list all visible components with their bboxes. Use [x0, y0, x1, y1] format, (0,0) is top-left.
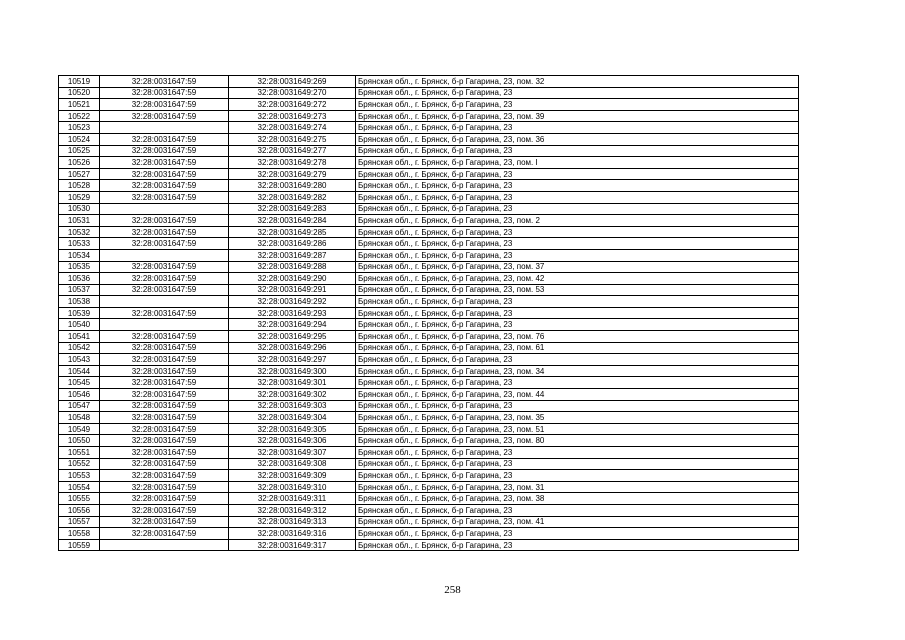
land-cadastral-number-cell: 32:28:0031647:59 [100, 412, 229, 424]
land-cadastral-number-cell: 32:28:0031647:59 [100, 389, 229, 401]
table-row [59, 389, 799, 401]
row-number-cell: 10520 [59, 87, 100, 99]
land-cadastral-number-cell: 32:28:0031647:59 [100, 377, 229, 389]
table-row [59, 365, 799, 377]
table-row [59, 215, 799, 227]
object-cadastral-number-cell: 32:28:0031649:303 [229, 400, 356, 412]
row-number-cell: 10536 [59, 273, 100, 285]
land-cadastral-number-cell: 32:28:0031647:59 [100, 470, 229, 482]
object-cadastral-number-cell: 32:28:0031649:277 [229, 145, 356, 157]
object-cadastral-number-cell: 32:28:0031649:274 [229, 122, 356, 134]
land-cadastral-number-cell: 32:28:0031647:59 [100, 76, 229, 88]
land-cadastral-number-cell: 32:28:0031647:59 [100, 528, 229, 540]
property-table [58, 75, 799, 551]
object-cadastral-number-cell: 32:28:0031649:309 [229, 470, 356, 482]
table-row [59, 296, 799, 308]
address-cell: Брянская обл., г. Брянск, б-р Гагарина, 23 [356, 249, 799, 261]
object-cadastral-number-cell: 32:28:0031649:286 [229, 238, 356, 250]
address-cell: Брянская обл., г. Брянск, б-р Гагарина, 23, пом. 53 [356, 284, 799, 296]
address-cell: Брянская обл., г. Брянск, б-р Гагарина, 23 [356, 307, 799, 319]
address-cell: Брянская обл., г. Брянск, б-р Гагарина, 23 [356, 99, 799, 111]
table-row [59, 168, 799, 180]
row-number-cell: 10525 [59, 145, 100, 157]
address-cell: Брянская обл., г. Брянск, б-р Гагарина, 23 [356, 458, 799, 470]
object-cadastral-number-cell: 32:28:0031649:316 [229, 528, 356, 540]
row-number-cell: 10558 [59, 528, 100, 540]
object-cadastral-number-cell: 32:28:0031649:293 [229, 307, 356, 319]
row-number-cell: 10544 [59, 365, 100, 377]
address-cell: Брянская обл., г. Брянск, б-р Гагарина, 23, пом. 42 [356, 273, 799, 285]
table-row [59, 238, 799, 250]
object-cadastral-number-cell: 32:28:0031649:295 [229, 331, 356, 343]
land-cadastral-number-cell [100, 319, 229, 331]
table-row [59, 76, 799, 88]
table-row [59, 249, 799, 261]
land-cadastral-number-cell [100, 249, 229, 261]
row-number-cell: 10554 [59, 481, 100, 493]
table-row [59, 539, 799, 551]
land-cadastral-number-cell [100, 203, 229, 215]
land-cadastral-number-cell: 32:28:0031647:59 [100, 191, 229, 203]
land-cadastral-number-cell: 32:28:0031647:59 [100, 133, 229, 145]
row-number-cell: 10552 [59, 458, 100, 470]
address-cell: Брянская обл., г. Брянск, б-р Гагарина, 23 [356, 180, 799, 192]
table-row [59, 331, 799, 343]
object-cadastral-number-cell: 32:28:0031649:294 [229, 319, 356, 331]
table-row [59, 481, 799, 493]
row-number-cell: 10538 [59, 296, 100, 308]
table-row [59, 203, 799, 215]
address-cell: Брянская обл., г. Брянск, б-р Гагарина, 23, пом. 51 [356, 423, 799, 435]
object-cadastral-number-cell: 32:28:0031649:272 [229, 99, 356, 111]
address-cell: Брянская обл., г. Брянск, б-р Гагарина, 23, пом. 37 [356, 261, 799, 273]
address-cell: Брянская обл., г. Брянск, б-р Гагарина, 23 [356, 191, 799, 203]
table-row [59, 447, 799, 459]
row-number-cell: 10529 [59, 191, 100, 203]
object-cadastral-number-cell: 32:28:0031649:287 [229, 249, 356, 261]
table-row [59, 226, 799, 238]
table-row [59, 504, 799, 516]
table-row [59, 528, 799, 540]
row-number-cell: 10543 [59, 354, 100, 366]
table-row [59, 435, 799, 447]
address-cell: Брянская обл., г. Брянск, б-р Гагарина, 23 [356, 226, 799, 238]
row-number-cell: 10533 [59, 238, 100, 250]
land-cadastral-number-cell: 32:28:0031647:59 [100, 168, 229, 180]
address-cell: Брянская обл., г. Брянск, б-р Гагарина, 23 [356, 319, 799, 331]
table-row [59, 99, 799, 111]
row-number-cell: 10556 [59, 504, 100, 516]
row-number-cell: 10530 [59, 203, 100, 215]
row-number-cell: 10546 [59, 389, 100, 401]
land-cadastral-number-cell: 32:28:0031647:59 [100, 261, 229, 273]
row-number-cell: 10528 [59, 180, 100, 192]
table-row [59, 145, 799, 157]
address-cell: Брянская обл., г. Брянск, б-р Гагарина, 23, пом. 36 [356, 133, 799, 145]
address-cell: Брянская обл., г. Брянск, б-р Гагарина, 23 [356, 122, 799, 134]
land-cadastral-number-cell: 32:28:0031647:59 [100, 447, 229, 459]
row-number-cell: 10555 [59, 493, 100, 505]
row-number-cell: 10550 [59, 435, 100, 447]
land-cadastral-number-cell: 32:28:0031647:59 [100, 435, 229, 447]
row-number-cell: 10559 [59, 539, 100, 551]
table-row [59, 133, 799, 145]
land-cadastral-number-cell: 32:28:0031647:59 [100, 87, 229, 99]
address-cell: Брянская обл., г. Брянск, б-р Гагарина, 23, пом. I [356, 157, 799, 169]
object-cadastral-number-cell: 32:28:0031649:312 [229, 504, 356, 516]
object-cadastral-number-cell: 32:28:0031649:279 [229, 168, 356, 180]
table-row [59, 470, 799, 482]
land-cadastral-number-cell: 32:28:0031647:59 [100, 307, 229, 319]
land-cadastral-number-cell [100, 539, 229, 551]
object-cadastral-number-cell: 32:28:0031649:304 [229, 412, 356, 424]
table-row [59, 400, 799, 412]
row-number-cell: 10548 [59, 412, 100, 424]
table-row [59, 87, 799, 99]
address-cell: Брянская обл., г. Брянск, б-р Гагарина, 23, пом. 32 [356, 76, 799, 88]
address-cell: Брянская обл., г. Брянск, б-р Гагарина, 23 [356, 447, 799, 459]
land-cadastral-number-cell [100, 296, 229, 308]
object-cadastral-number-cell: 32:28:0031649:284 [229, 215, 356, 227]
row-number-cell: 10545 [59, 377, 100, 389]
table-row [59, 180, 799, 192]
address-cell: Брянская обл., г. Брянск, б-р Гагарина, 23, пом. 38 [356, 493, 799, 505]
row-number-cell: 10531 [59, 215, 100, 227]
table-row [59, 377, 799, 389]
address-cell: Брянская обл., г. Брянск, б-р Гагарина, 23 [356, 377, 799, 389]
object-cadastral-number-cell: 32:28:0031649:290 [229, 273, 356, 285]
object-cadastral-number-cell: 32:28:0031649:282 [229, 191, 356, 203]
land-cadastral-number-cell: 32:28:0031647:59 [100, 354, 229, 366]
object-cadastral-number-cell: 32:28:0031649:311 [229, 493, 356, 505]
object-cadastral-number-cell: 32:28:0031649:269 [229, 76, 356, 88]
row-number-cell: 10542 [59, 342, 100, 354]
address-cell: Брянская обл., г. Брянск, б-р Гагарина, 23, пом. 35 [356, 412, 799, 424]
land-cadastral-number-cell: 32:28:0031647:59 [100, 365, 229, 377]
address-cell: Брянская обл., г. Брянск, б-р Гагарина, 23, пом. 44 [356, 389, 799, 401]
land-cadastral-number-cell: 32:28:0031647:59 [100, 458, 229, 470]
address-cell: Брянская обл., г. Брянск, б-р Гагарина, 23 [356, 504, 799, 516]
land-cadastral-number-cell: 32:28:0031647:59 [100, 331, 229, 343]
object-cadastral-number-cell: 32:28:0031649:300 [229, 365, 356, 377]
object-cadastral-number-cell: 32:28:0031649:275 [229, 133, 356, 145]
row-number-cell: 10526 [59, 157, 100, 169]
address-cell: Брянская обл., г. Брянск, б-р Гагарина, 23, пом. 76 [356, 331, 799, 343]
land-cadastral-number-cell: 32:28:0031647:59 [100, 215, 229, 227]
table-row [59, 423, 799, 435]
object-cadastral-number-cell: 32:28:0031649:297 [229, 354, 356, 366]
address-cell: Брянская обл., г. Брянск, б-р Гагарина, 23, пом. 61 [356, 342, 799, 354]
table-row [59, 516, 799, 528]
table-row [59, 319, 799, 331]
land-cadastral-number-cell: 32:28:0031647:59 [100, 481, 229, 493]
land-cadastral-number-cell: 32:28:0031647:59 [100, 238, 229, 250]
address-cell: Брянская обл., г. Брянск, б-р Гагарина, 23 [356, 238, 799, 250]
address-cell: Брянская обл., г. Брянск, б-р Гагарина, 23 [356, 354, 799, 366]
table-row [59, 157, 799, 169]
row-number-cell: 10523 [59, 122, 100, 134]
table-row [59, 284, 799, 296]
address-cell: Брянская обл., г. Брянск, б-р Гагарина, 23 [356, 145, 799, 157]
row-number-cell: 10557 [59, 516, 100, 528]
row-number-cell: 10524 [59, 133, 100, 145]
address-cell: Брянская обл., г. Брянск, б-р Гагарина, 23, пом. 39 [356, 110, 799, 122]
object-cadastral-number-cell: 32:28:0031649:310 [229, 481, 356, 493]
object-cadastral-number-cell: 32:28:0031649:273 [229, 110, 356, 122]
land-cadastral-number-cell: 32:28:0031647:59 [100, 504, 229, 516]
address-cell: Брянская обл., г. Брянск, б-р Гагарина, 23 [356, 470, 799, 482]
table-row [59, 122, 799, 134]
address-cell: Брянская обл., г. Брянск, б-р Гагарина, 23 [356, 87, 799, 99]
page-number: 258 [444, 584, 461, 596]
row-number-cell: 10521 [59, 99, 100, 111]
row-number-cell: 10519 [59, 76, 100, 88]
object-cadastral-number-cell: 32:28:0031649:292 [229, 296, 356, 308]
address-cell: Брянская обл., г. Брянск, б-р Гагарина, 23, пом. 31 [356, 481, 799, 493]
object-cadastral-number-cell: 32:28:0031649:296 [229, 342, 356, 354]
object-cadastral-number-cell: 32:28:0031649:301 [229, 377, 356, 389]
address-cell: Брянская обл., г. Брянск, б-р Гагарина, 23 [356, 296, 799, 308]
table-row [59, 342, 799, 354]
land-cadastral-number-cell: 32:28:0031647:59 [100, 99, 229, 111]
object-cadastral-number-cell: 32:28:0031649:278 [229, 157, 356, 169]
land-cadastral-number-cell: 32:28:0031647:59 [100, 157, 229, 169]
land-cadastral-number-cell: 32:28:0031647:59 [100, 110, 229, 122]
land-cadastral-number-cell: 32:28:0031647:59 [100, 273, 229, 285]
table-row [59, 110, 799, 122]
table-row [59, 354, 799, 366]
land-cadastral-number-cell: 32:28:0031647:59 [100, 400, 229, 412]
object-cadastral-number-cell: 32:28:0031649:283 [229, 203, 356, 215]
object-cadastral-number-cell: 32:28:0031649:291 [229, 284, 356, 296]
row-number-cell: 10553 [59, 470, 100, 482]
row-number-cell: 10551 [59, 447, 100, 459]
table-row [59, 191, 799, 203]
land-cadastral-number-cell: 32:28:0031647:59 [100, 284, 229, 296]
address-cell: Брянская обл., г. Брянск, б-р Гагарина, 23, пом. 80 [356, 435, 799, 447]
land-cadastral-number-cell: 32:28:0031647:59 [100, 423, 229, 435]
row-number-cell: 10527 [59, 168, 100, 180]
row-number-cell: 10540 [59, 319, 100, 331]
table-row [59, 458, 799, 470]
table-body [59, 76, 799, 551]
object-cadastral-number-cell: 32:28:0031649:285 [229, 226, 356, 238]
address-cell: Брянская обл., г. Брянск, б-р Гагарина, 23 [356, 539, 799, 551]
table-row [59, 493, 799, 505]
object-cadastral-number-cell: 32:28:0031649:270 [229, 87, 356, 99]
land-cadastral-number-cell: 32:28:0031647:59 [100, 342, 229, 354]
land-cadastral-number-cell: 32:28:0031647:59 [100, 493, 229, 505]
object-cadastral-number-cell: 32:28:0031649:313 [229, 516, 356, 528]
address-cell: Брянская обл., г. Брянск, б-р Гагарина, 23 [356, 400, 799, 412]
land-cadastral-number-cell: 32:28:0031647:59 [100, 180, 229, 192]
land-cadastral-number-cell: 32:28:0031647:59 [100, 145, 229, 157]
row-number-cell: 10537 [59, 284, 100, 296]
row-number-cell: 10549 [59, 423, 100, 435]
table-row [59, 412, 799, 424]
table-row [59, 261, 799, 273]
object-cadastral-number-cell: 32:28:0031649:280 [229, 180, 356, 192]
table-row [59, 307, 799, 319]
object-cadastral-number-cell: 32:28:0031649:288 [229, 261, 356, 273]
row-number-cell: 10541 [59, 331, 100, 343]
address-cell: Брянская обл., г. Брянск, б-р Гагарина, 23 [356, 203, 799, 215]
table-row [59, 273, 799, 285]
row-number-cell: 10532 [59, 226, 100, 238]
address-cell: Брянская обл., г. Брянск, б-р Гагарина, 23 [356, 168, 799, 180]
row-number-cell: 10547 [59, 400, 100, 412]
land-cadastral-number-cell [100, 122, 229, 134]
row-number-cell: 10534 [59, 249, 100, 261]
land-cadastral-number-cell: 32:28:0031647:59 [100, 516, 229, 528]
address-cell: Брянская обл., г. Брянск, б-р Гагарина, 23, пом. 41 [356, 516, 799, 528]
object-cadastral-number-cell: 32:28:0031649:307 [229, 447, 356, 459]
object-cadastral-number-cell: 32:28:0031649:305 [229, 423, 356, 435]
object-cadastral-number-cell: 32:28:0031649:317 [229, 539, 356, 551]
object-cadastral-number-cell: 32:28:0031649:308 [229, 458, 356, 470]
object-cadastral-number-cell: 32:28:0031649:306 [229, 435, 356, 447]
row-number-cell: 10535 [59, 261, 100, 273]
address-cell: Брянская обл., г. Брянск, б-р Гагарина, 23 [356, 528, 799, 540]
row-number-cell: 10539 [59, 307, 100, 319]
object-cadastral-number-cell: 32:28:0031649:302 [229, 389, 356, 401]
address-cell: Брянская обл., г. Брянск, б-р Гагарина, 23, пом. 34 [356, 365, 799, 377]
land-cadastral-number-cell: 32:28:0031647:59 [100, 226, 229, 238]
row-number-cell: 10522 [59, 110, 100, 122]
address-cell: Брянская обл., г. Брянск, б-р Гагарина, 23, пом. 2 [356, 215, 799, 227]
